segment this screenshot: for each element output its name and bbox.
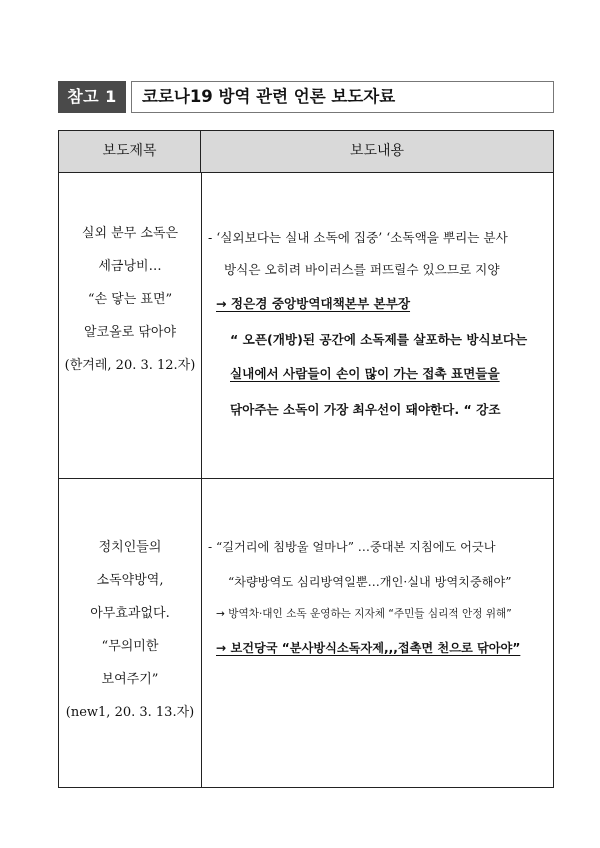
row1-content-line: “ 오픈(개방)된 공간에 소독제를 살포하는 방식보다는 xyxy=(230,332,528,347)
row1-title-line: 실외 분무 소독은 xyxy=(81,226,179,241)
row1-content-line-underlined: 실내에서 사람들이 손이 많이 가는 접촉 표면들을 xyxy=(230,366,500,381)
row2-title-line: 소독약방역, xyxy=(96,573,164,588)
press-table xyxy=(58,130,554,788)
row1-title-line: 알코올로 닦아야 xyxy=(83,325,177,340)
row1-title-cell xyxy=(59,217,201,382)
row2-title-line: 정치인들의 xyxy=(98,540,162,555)
row1-content-line: 닦아주는 소독이 가장 최우선이 돼야한다. “ 강조 xyxy=(230,402,501,417)
table-header-row xyxy=(59,131,553,173)
header-title-cell: 보도제목 xyxy=(59,131,201,172)
row1-title-line: 세금낭비… xyxy=(98,259,162,274)
row2-content-line: “차량방역도 심리방역일뿐…개인·실내 방역치중해야” xyxy=(228,575,512,589)
row2-content-line-highlight: → 보건당국 “분사방식소독자제,,,접촉면 천으로 닦아야” xyxy=(216,641,521,655)
row1-content-line: 방식은 오히려 바이러스를 퍼뜨릴수 있으므로 지양 xyxy=(224,262,500,277)
row2-title-cell xyxy=(59,531,201,729)
row2-title-line: “무의미한 xyxy=(101,639,159,654)
row2-content-line: - “길거리에 침방울 얼마나” …중대본 지침에도 어긋나 xyxy=(208,540,496,554)
column-divider xyxy=(201,172,202,787)
row2-title-line: 아무효과없다. xyxy=(90,606,170,621)
row1-title-line: “손 닿는 표면” xyxy=(87,292,173,307)
row2-content-line: → 방역차·대인 소독 운영하는 지자체 “주민들 심리적 안정 위해” xyxy=(216,608,512,620)
section-title-bar xyxy=(58,81,554,113)
row-divider xyxy=(59,478,553,479)
row1-content-line: - ‘실외보다는 실내 소독에 집중’ ‘소독액을 뿌리는 분사 xyxy=(208,230,508,245)
row2-title-line: 보여주기” xyxy=(101,672,159,687)
row2-title-line: (new1, 20. 3. 13.자) xyxy=(65,705,195,720)
header-content-cell: 보도내용 xyxy=(349,143,405,159)
row1-content-line-highlight: → 정은경 중앙방역대책본부 본부장 xyxy=(216,296,411,311)
reference-tag: 참고 1 xyxy=(58,81,126,113)
row1-title-line: (한겨레, 20. 3. 12.자) xyxy=(64,358,196,373)
page-title: 코로나19 방역 관련 언론 보도자료 xyxy=(131,81,554,113)
